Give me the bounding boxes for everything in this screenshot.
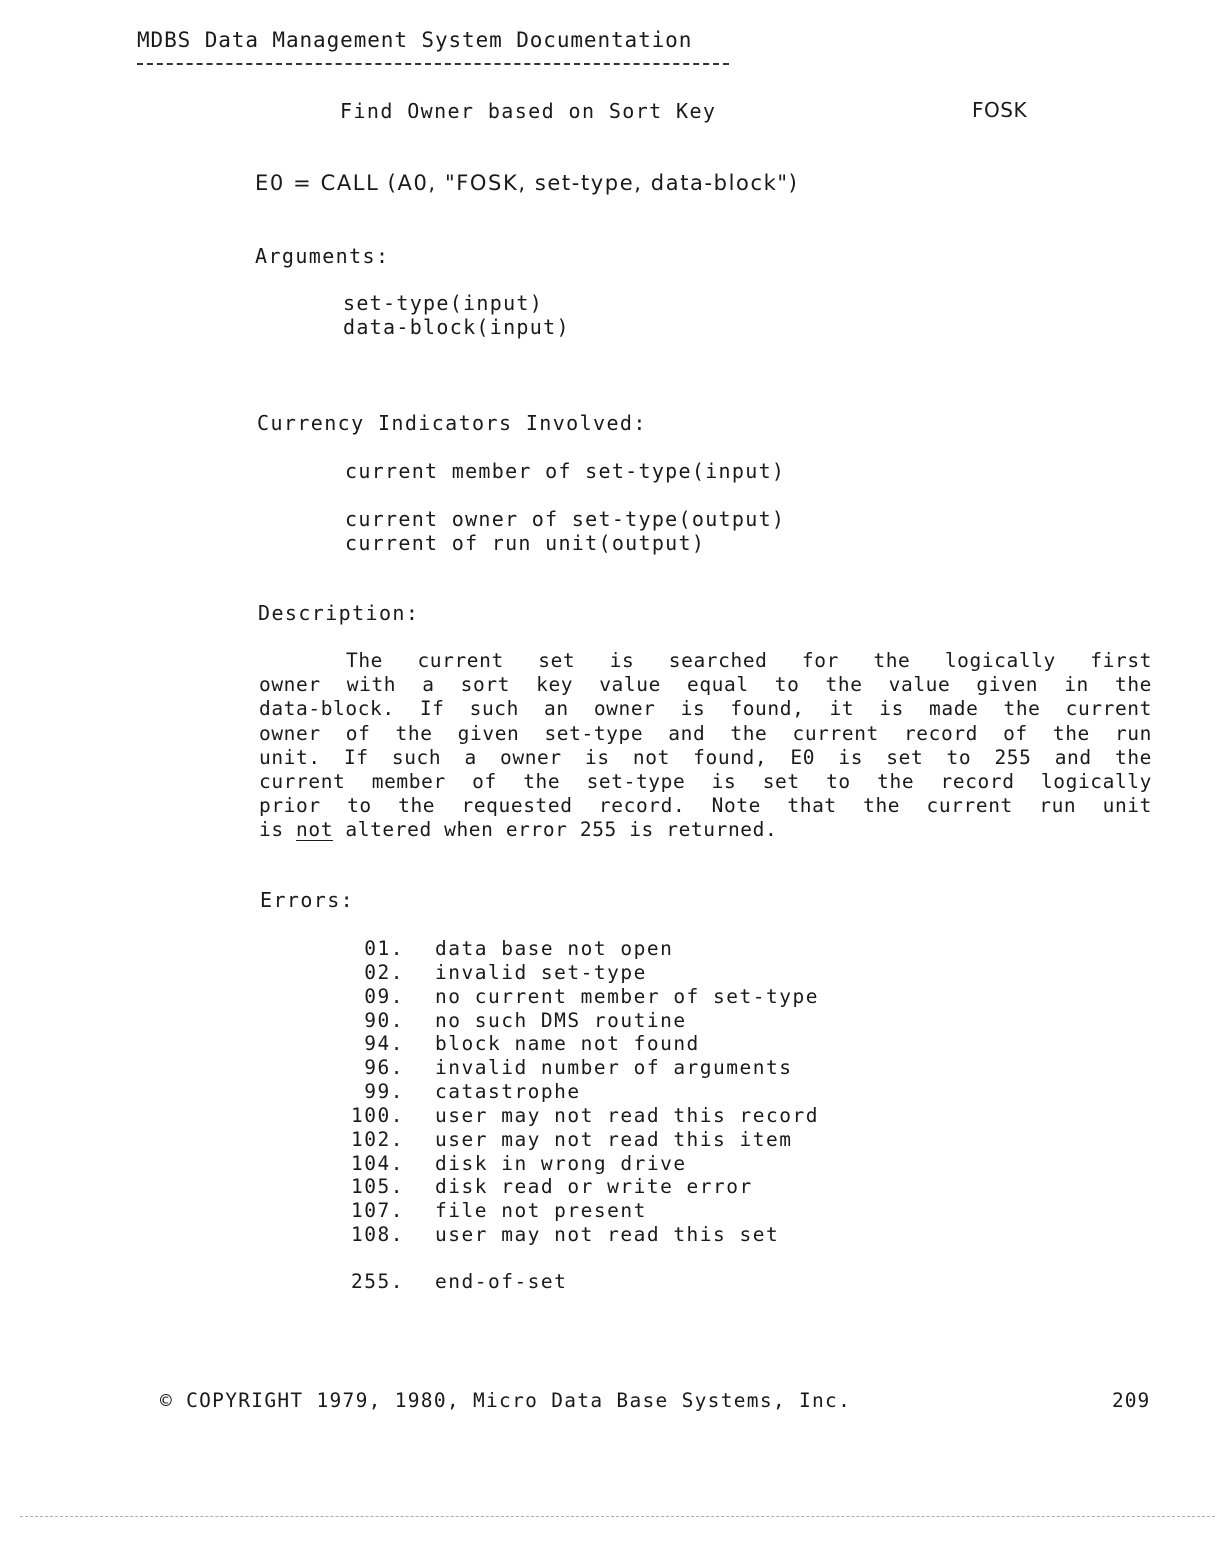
document-header-title: MDBS Data Management System Documentation: [137, 28, 693, 52]
error-code: 02.: [364, 960, 404, 984]
description-line: [259, 818, 1152, 842]
header-underline: [137, 63, 729, 65]
description-last-prefix: is: [259, 818, 297, 842]
error-code: 100.: [351, 1103, 404, 1127]
error-code: 90.: [364, 1008, 404, 1032]
error-text: invalid number of arguments: [435, 1056, 793, 1080]
error-text: disk in wrong drive: [435, 1151, 687, 1175]
errors-heading: Errors:: [260, 888, 355, 912]
error-text: user may not read this record: [435, 1103, 819, 1127]
arguments-heading: Arguments:: [255, 244, 390, 268]
error-code: 104.: [351, 1151, 404, 1175]
description-line: owner of the given set-type and the current record of the run: [259, 721, 1152, 745]
error-code: 107.: [351, 1199, 404, 1223]
routine-title: Find Owner based on Sort Key: [340, 99, 717, 123]
page-number: 209: [1112, 1389, 1151, 1412]
description-line: current member of the set-type is set to the record logically: [259, 769, 1152, 793]
description-last-suffix: altered when error 255 is returned.: [333, 818, 778, 842]
error-code: 01.: [364, 937, 404, 960]
error-text: data base not open: [435, 937, 674, 960]
emphasized-word: not: [296, 818, 334, 842]
error-text: catastrophe: [435, 1080, 581, 1104]
error-text: disk read or write error: [435, 1175, 753, 1199]
description-line: The current set is searched for the logically first: [346, 649, 1152, 672]
error-code: 96.: [364, 1056, 404, 1080]
call-syntax: E0 = CALL (A0, "FOSK, set-type, data-block"): [255, 171, 799, 195]
error-text: no current member of set-type: [435, 984, 819, 1008]
error-text: user may not read this item: [435, 1127, 793, 1151]
routine-code: FOSK: [972, 98, 1028, 122]
currency-item: current owner of set-type(output): [345, 507, 786, 531]
argument-item: data-block(input): [343, 315, 570, 339]
currency-item: current member of set-type(input): [345, 459, 786, 483]
error-text: block name not found: [435, 1032, 700, 1056]
error-code: 108.: [351, 1223, 404, 1247]
argument-item: set-type(input): [343, 291, 544, 315]
error-text: user may not read this set: [435, 1223, 780, 1247]
error-text: invalid set-type: [435, 960, 647, 984]
error-code: 94.: [364, 1032, 404, 1056]
error-text: no such DMS routine: [435, 1008, 687, 1032]
description-paragraph: [259, 649, 1152, 843]
scan-artifact-line: [20, 1516, 1215, 1517]
description-line: data-block. If such an owner is found, it is made the current: [259, 697, 1152, 721]
error-text: end-of-set: [435, 1269, 568, 1293]
error-code: 09.: [364, 984, 404, 1008]
error-text: file not present: [435, 1199, 647, 1223]
error-code: 255.: [351, 1269, 404, 1293]
error-code: 105.: [351, 1175, 404, 1199]
copyright-notice: © COPYRIGHT 1979, 1980, Micro Data Base Systems, Inc.: [160, 1389, 852, 1412]
description-line: prior to the requested record. Note that the current run unit: [259, 794, 1152, 818]
description-line: owner with a sort key value equal to the value given in the: [259, 673, 1152, 697]
description-line: unit. If such a owner is not found, E0 is set to 255 and the: [259, 745, 1152, 769]
error-code: 99.: [364, 1080, 404, 1104]
error-code: 102.: [351, 1127, 404, 1151]
currency-item: current of run unit(output): [345, 531, 706, 555]
description-heading: Description:: [258, 601, 420, 625]
currency-heading: Currency Indicators Involved:: [257, 411, 647, 435]
